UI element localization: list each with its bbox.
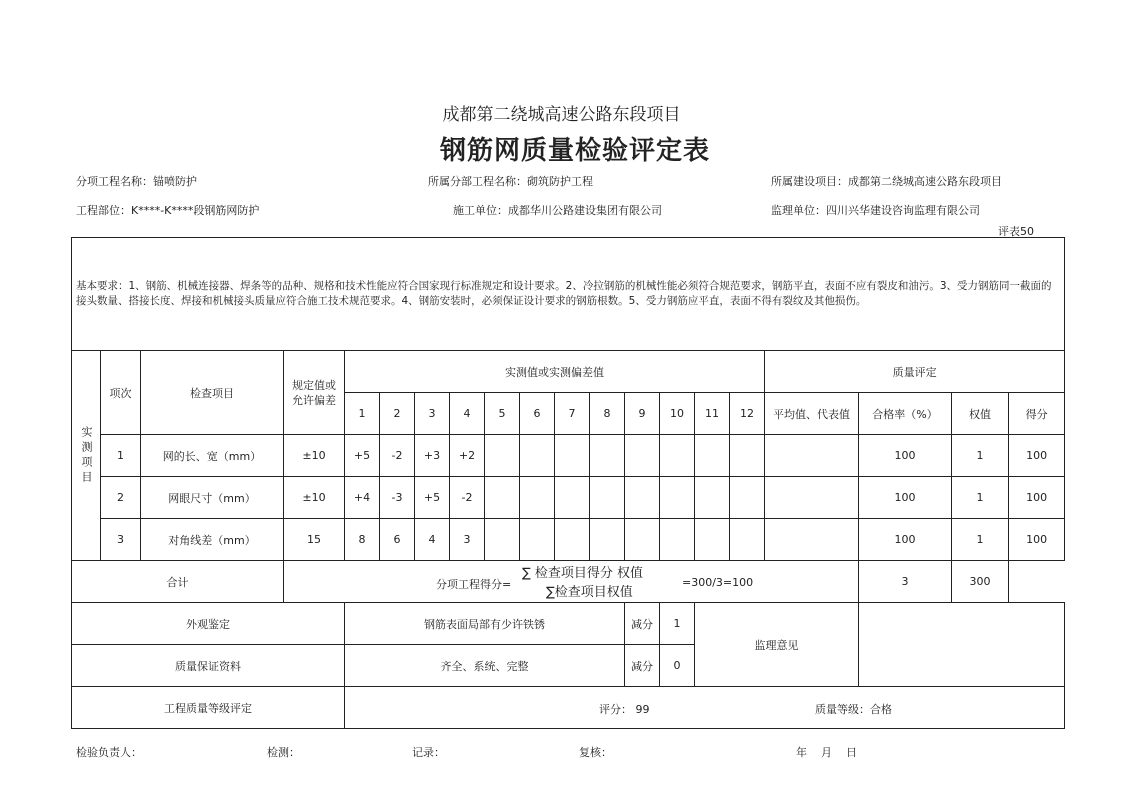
check-item: 网眼尺寸（mm） [141,477,284,519]
form-title: 钢筋网质量检验评定表 [439,136,710,166]
score-value: 100 [1009,519,1065,561]
measured-value-2: -3 [380,477,415,519]
measured-value-6 [520,519,555,561]
measured-value-10 [660,435,695,477]
pass-rate: 100 [859,477,952,519]
measured-value-12 [730,435,765,477]
measured-value-1: +5 [345,435,380,477]
header-pass-rate: 合格率（%） [859,393,952,435]
pass-rate: 100 [859,519,952,561]
total-score: 300 [952,561,1009,603]
appearance-label: 外观鉴定 [72,603,345,645]
pass-rate: 100 [859,435,952,477]
appearance-deduct-value: 1 [660,603,695,645]
measured-value-1: 8 [345,519,380,561]
measure-col-6: 6 [520,393,555,435]
work-location: 工程部位：K****-K****段钢筋网防护 [76,204,260,217]
assurance-deduct-label: 减分 [625,645,660,687]
average-value [765,477,859,519]
assurance-value: 齐全、系统、完整 [345,645,625,687]
measured-value-4: +2 [450,435,485,477]
measure-col-7: 7 [555,393,590,435]
measured-value-8 [590,519,625,561]
header-average: 平均值、代表值 [765,393,859,435]
measured-value-5 [485,435,520,477]
basic-requirements: 基本要求：1、钢筋、机械连接器、焊条等的品种、规格和技术性能应符合国家现行标准规定和设计要求。2、冷拉钢筋的机械性能必须符合规范要求，钢筋平直，表面不应有裂皮和油污。3、受力钢筋同一截面的接头数量、搭接长度、焊接和机械接头质量应符合施工技术规范要求。4、钢筋安装时，必须保证设计要求的钢筋根数。5、受力钢筋应平直，表面不得有裂纹及其他损伤。 [72,238,1065,351]
spec-value: 15 [284,519,345,561]
supervision-value [859,603,1065,687]
measure-col-2: 2 [380,393,415,435]
grade-result [345,687,1065,729]
construction-project-name: 所属建设项目：成都第二绕城高速公路东段项目 [771,175,1002,188]
inspection-table [71,237,1065,729]
footer-reviewer: 复核： [579,746,612,759]
table-row [72,477,1065,519]
quality-grade: 质量等级：合格 [815,702,892,716]
spec-value: ±10 [284,477,345,519]
formula-numerator: ∑ 检查项目得分 权值 [522,565,644,581]
table-row [72,519,1065,561]
measured-value-1: +4 [345,477,380,519]
average-value [765,519,859,561]
appearance-deduct-label: 减分 [625,603,660,645]
header-check-item: 检查项目 [141,351,284,435]
supervisor-name: 监理单位：四川兴华建设咨询监理有限公司 [771,204,980,217]
sub-project-name: 分项工程名称：锚喷防护 [76,175,197,188]
measured-value-5 [485,519,520,561]
measured-value-2: -2 [380,435,415,477]
evaluation-score: 评分： 99 [599,702,650,716]
measured-value-8 [590,435,625,477]
average-value [765,435,859,477]
footer-tester: 检测： [267,746,300,759]
score-value: 100 [1009,435,1065,477]
project-title: 成都第二绕城高速公路东段项目 [442,105,681,125]
measured-value-12 [730,519,765,561]
footer-date: 年 月 日 [796,746,857,759]
measured-value-3: +5 [415,477,450,519]
measure-col-5: 5 [485,393,520,435]
formula-denominator: ∑检查项目权值 [546,584,633,600]
header-item-no: 项次 [101,351,141,435]
measured-value-11 [695,477,730,519]
footer-inspector: 检验负责人： [76,746,142,759]
item-no: 2 [101,477,141,519]
measured-value-2: 6 [380,519,415,561]
measured-value-7 [555,519,590,561]
measured-value-3: +3 [415,435,450,477]
measured-value-6 [520,435,555,477]
item-no: 3 [101,519,141,561]
measured-value-12 [730,477,765,519]
measured-value-4: 3 [450,519,485,561]
measure-col-8: 8 [590,393,625,435]
measure-col-11: 11 [695,393,730,435]
weight-value: 1 [952,477,1009,519]
header-score: 得分 [1009,393,1065,435]
measured-value-7 [555,435,590,477]
measure-col-9: 9 [625,393,660,435]
measured-value-5 [485,477,520,519]
table-row [72,435,1065,477]
weight-value: 1 [952,435,1009,477]
measure-col-12: 12 [730,393,765,435]
formula-prefix: 分项工程得分= [436,577,512,591]
score-value: 100 [1009,477,1065,519]
measure-col-4: 4 [450,393,485,435]
measured-value-9 [625,435,660,477]
check-item: 对角线差（mm） [141,519,284,561]
measured-value-11 [695,519,730,561]
measured-value-9 [625,477,660,519]
parent-project-name: 所属分部工程名称：砌筑防护工程 [428,175,593,188]
total-label: 合计 [72,561,284,603]
measured-value-10 [660,477,695,519]
footer-recorder: 记录： [412,746,445,759]
score-formula [284,561,859,603]
weight-value: 1 [952,519,1009,561]
measured-value-4: -2 [450,477,485,519]
measured-value-6 [520,477,555,519]
spec-value: ±10 [284,435,345,477]
appearance-value: 钢筋表面局部有少许铁锈 [345,603,625,645]
measured-value-9 [625,519,660,561]
measure-col-3: 3 [415,393,450,435]
measured-value-8 [590,477,625,519]
check-item: 网的长、宽（mm） [141,435,284,477]
formula-result: =300/3=100 [682,575,754,589]
contractor-name: 施工单位：成都华川公路建设集团有限公司 [453,204,662,217]
header-quality-evaluation: 质量评定 [765,351,1065,393]
assurance-label: 质量保证资料 [72,645,345,687]
header-measured-values: 实测值或实测偏差值 [345,351,765,393]
header-spec: 规定值或允许偏差 [284,351,345,435]
total-weight: 3 [859,561,952,603]
measured-value-10 [660,519,695,561]
header-weight: 权值 [952,393,1009,435]
supervision-label: 监理意见 [695,603,859,687]
assurance-deduct-value: 0 [660,645,695,687]
measure-col-1: 1 [345,393,380,435]
measure-col-10: 10 [660,393,695,435]
item-no: 1 [101,435,141,477]
measured-items-side-label: 实测项目 [72,351,101,561]
grade-label: 工程质量等级评定 [72,687,345,729]
measured-value-11 [695,435,730,477]
form-number: 评表50 [998,225,1034,238]
measured-value-7 [555,477,590,519]
measured-value-3: 4 [415,519,450,561]
